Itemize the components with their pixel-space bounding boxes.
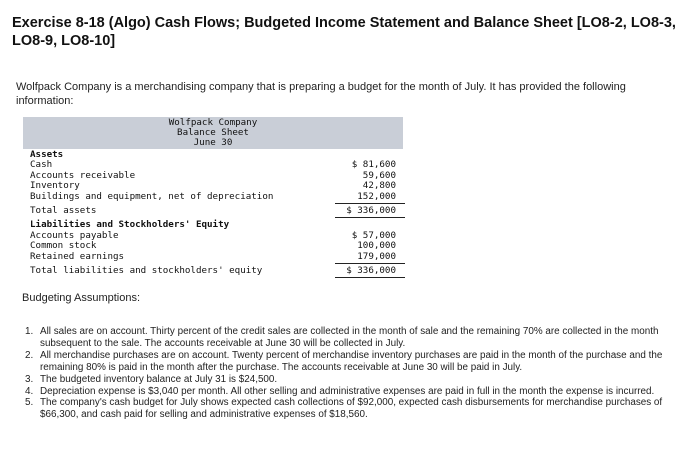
asset-value: 42,800 (362, 180, 396, 191)
total-assets-label: Total assets (30, 205, 97, 216)
list-item (22, 326, 682, 350)
item-number: 2. (25, 349, 34, 361)
balance-sheet-header (23, 117, 403, 149)
asset-label: Inventory (30, 180, 80, 191)
statement-name: Balance Sheet (177, 127, 249, 138)
total-rule (335, 217, 405, 218)
list-item (22, 374, 682, 386)
asset-value: 59,600 (362, 170, 396, 181)
statement-date: June 30 (193, 137, 233, 148)
item-text: The company's cash budget for July shows expected cash collections of $92,000, expected cash disbursements for merchandise purchases of $66,300, and cash paid for selling and administrative expenses of $18,560. (40, 397, 663, 421)
list-item (22, 386, 682, 398)
intro-text: Wolfpack Company is a merchandising company that is preparing a budget for the month of July. It has provided the following information: (16, 81, 626, 107)
liabilities-heading: Liabilities and Stockholders' Equity (30, 219, 230, 230)
liability-label: Retained earnings (30, 251, 125, 262)
total-liabilities-label: Total liabilities and stockholders' equity (30, 265, 263, 276)
item-text: All sales are on account. Thirty percent of the credit sales are collected in the month of sale and the remaining 70% are collected in the month subsequent to the sale. The accounts receivable at June 30 will be collected in July. (40, 326, 659, 349)
subtotal-rule (335, 203, 405, 204)
asset-label: Buildings and equipment, net of depreciation (30, 191, 274, 202)
total-rule (335, 277, 405, 278)
liability-value: 100,000 (357, 240, 396, 251)
asset-value: 152,000 (357, 191, 396, 202)
asset-label: Cash (30, 159, 53, 170)
item-text: The budgeted inventory balance at July 31 is $24,500. (40, 373, 278, 385)
item-number: 3. (25, 373, 34, 385)
item-text: All merchandise purchases are on account. Twenty percent of merchandise inventory purchases are paid in the month of the purchase and the remaining 80% is paid in the month after the purchase. The accounts receivable at June 30 will be paid in July. (40, 349, 663, 373)
assets-heading: Assets (30, 149, 64, 160)
total-assets-value: $ 336,000 (346, 205, 396, 216)
item-number: 1. (25, 326, 34, 337)
liability-value: 179,000 (357, 251, 396, 262)
company-name: Wolfpack Company (168, 117, 258, 128)
total-liabilities-value: $ 336,000 (346, 265, 396, 276)
subtotal-rule (335, 263, 405, 264)
item-number: 5. (25, 397, 34, 409)
exercise-title: Exercise 8-18 (Algo) Cash Flows; Budgeted Income Statement and Balance Sheet [LO8-2, LO8-3, LO8-9, LO8-10] (12, 15, 676, 49)
budgeting-assumptions-title: Budgeting Assumptions: (22, 292, 141, 304)
asset-label: Accounts receivable (30, 170, 136, 181)
balance-sheet-table (23, 117, 406, 282)
liability-label: Accounts payable (30, 230, 119, 241)
list-item (22, 350, 682, 374)
liability-value: $ 57,000 (351, 230, 396, 241)
asset-value: $ 81,600 (351, 159, 396, 170)
item-number: 4. (25, 385, 34, 397)
assumptions-list (22, 326, 682, 421)
list-item (22, 397, 682, 421)
item-text: Depreciation expense is $3,040 per month. All other selling and administrative expenses are paid in full in the month the expense is incurred. (40, 385, 655, 397)
liability-label: Common stock (30, 240, 97, 251)
